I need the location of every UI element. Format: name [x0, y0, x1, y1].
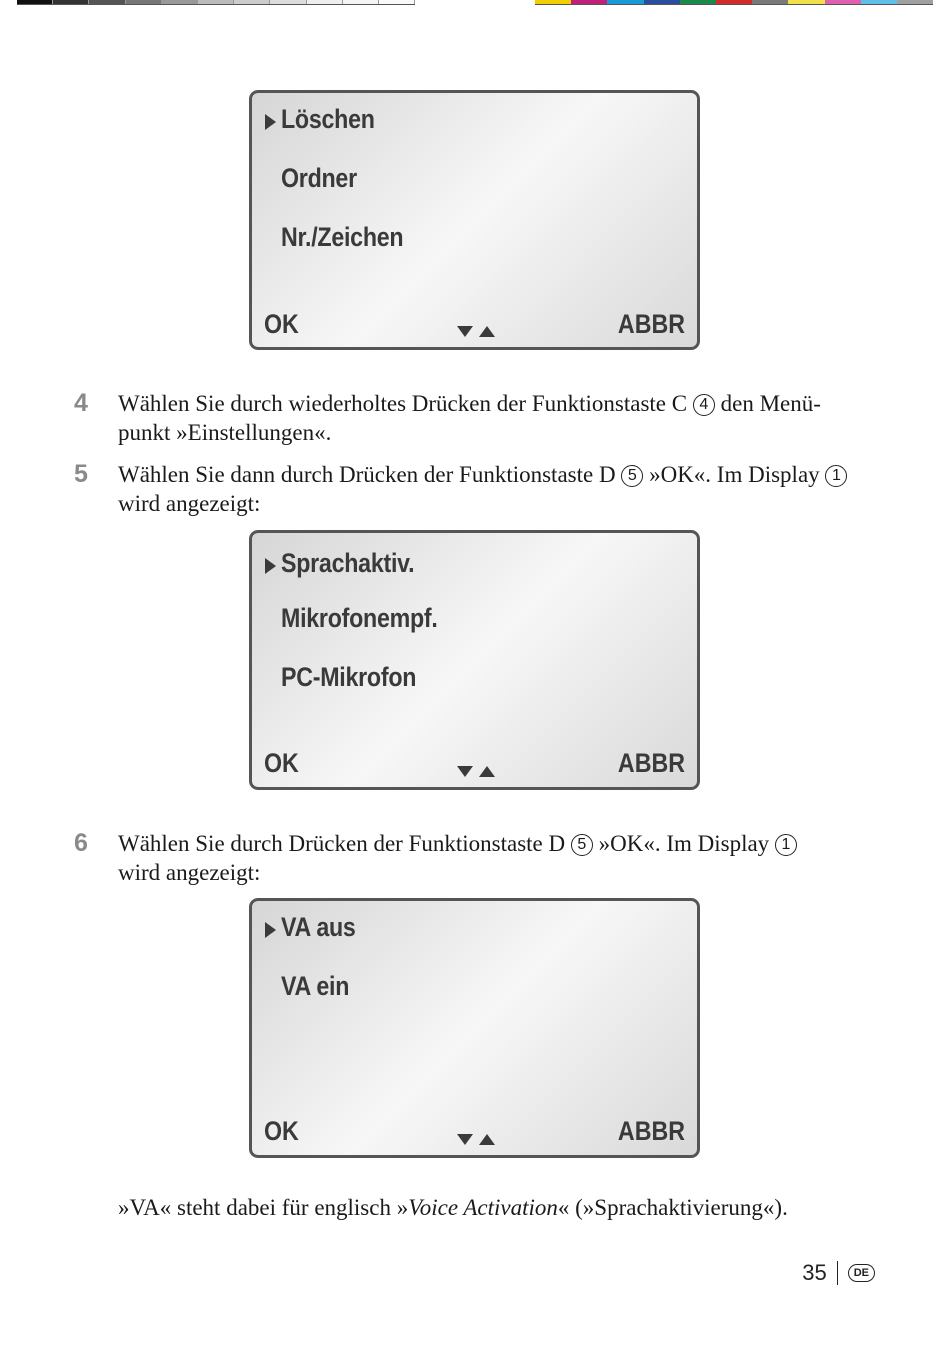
step-text: [118, 460, 858, 518]
softkey-abbr: ABBR: [617, 1116, 685, 1146]
note-text: [118, 1195, 788, 1221]
arrow-down-icon: [457, 766, 473, 777]
step-text-part: »OK«. Im Display: [592, 831, 775, 856]
menu-item: Mikrofonempf.: [281, 603, 438, 633]
language-badge: DE: [848, 1264, 875, 1282]
menu-item: PC-Mikrofon: [281, 662, 417, 692]
color-swatch: [897, 0, 933, 4]
key-number-badge: 5: [571, 834, 593, 856]
step-number: 4: [74, 389, 88, 417]
step-text-part: wird angezeigt:: [118, 860, 261, 885]
step-text-part: Wählen Sie durch Drücken der Funktionstaste D: [118, 831, 571, 856]
softkey-abbr: ABBR: [617, 748, 685, 778]
step-number: 5: [74, 460, 88, 488]
display-screen-2: [249, 530, 700, 790]
key-number-badge: 4: [693, 394, 715, 416]
softkey-ok: OK: [264, 1116, 299, 1146]
menu-item: Nr./Zeichen: [281, 222, 404, 252]
scroll-arrows: [457, 766, 495, 777]
display-screen-3: [249, 898, 700, 1158]
step-text-part: wird angezeigt:: [118, 491, 261, 516]
color-swatch: [825, 0, 861, 4]
menu-item: Sprachaktiv.: [281, 548, 415, 578]
display-screen-1: [249, 90, 700, 350]
key-number-badge: 5: [621, 465, 643, 487]
cursor-arrow-icon: [265, 558, 276, 574]
color-swatch: [535, 0, 571, 4]
menu-item: Ordner: [281, 163, 357, 193]
step-text-part: »OK«. Im Display: [643, 462, 826, 487]
arrow-up-icon: [479, 326, 495, 337]
display-number-badge: 1: [775, 834, 797, 856]
menu-item: Löschen: [281, 104, 375, 134]
cursor-arrow-icon: [265, 922, 276, 938]
softkey-ok: OK: [264, 748, 299, 778]
color-swatch: [716, 0, 752, 4]
arrow-up-icon: [479, 766, 495, 777]
scroll-arrows: [457, 326, 495, 337]
step-text-part: Wählen Sie dann durch Drücken der Funktionstaste D: [118, 462, 622, 487]
step-text: [118, 829, 838, 887]
menu-item: VA aus: [281, 912, 356, 942]
color-swatch: [607, 0, 643, 4]
note-part: »VA« steht dabei für englisch »: [118, 1195, 409, 1220]
color-swatch: [571, 0, 607, 4]
color-swatch: [752, 0, 788, 4]
arrow-up-icon: [479, 1134, 495, 1145]
color-swatch: [788, 0, 824, 4]
color-swatch: [680, 0, 716, 4]
step-text: [118, 389, 858, 447]
note-italic: Voice Activation: [408, 1195, 558, 1220]
color-bar: [535, 0, 933, 5]
arrow-down-icon: [457, 326, 473, 337]
arrow-down-icon: [457, 1134, 473, 1145]
step-number: 6: [74, 829, 88, 857]
page-number: 35: [802, 1260, 827, 1285]
softkey-abbr: ABBR: [617, 309, 685, 339]
note-part: « (»Sprachaktivierung«).: [557, 1195, 788, 1220]
menu-item: VA ein: [281, 971, 350, 1001]
scroll-arrows: [457, 1134, 495, 1145]
step-text-part: Wählen Sie durch wiederholtes Drücken der Funktionstaste C: [118, 391, 693, 416]
softkey-ok: OK: [264, 309, 299, 339]
footer-divider: [837, 1261, 838, 1285]
page-footer: [802, 1260, 875, 1286]
color-swatch: [861, 0, 897, 4]
color-swatch: [644, 0, 680, 4]
display-number-badge: 1: [825, 465, 847, 487]
grayscale-bar: [17, 0, 415, 5]
cursor-arrow-icon: [265, 114, 276, 130]
step-text-part: den Menü-punkt »Einstellungen«.: [118, 391, 821, 445]
